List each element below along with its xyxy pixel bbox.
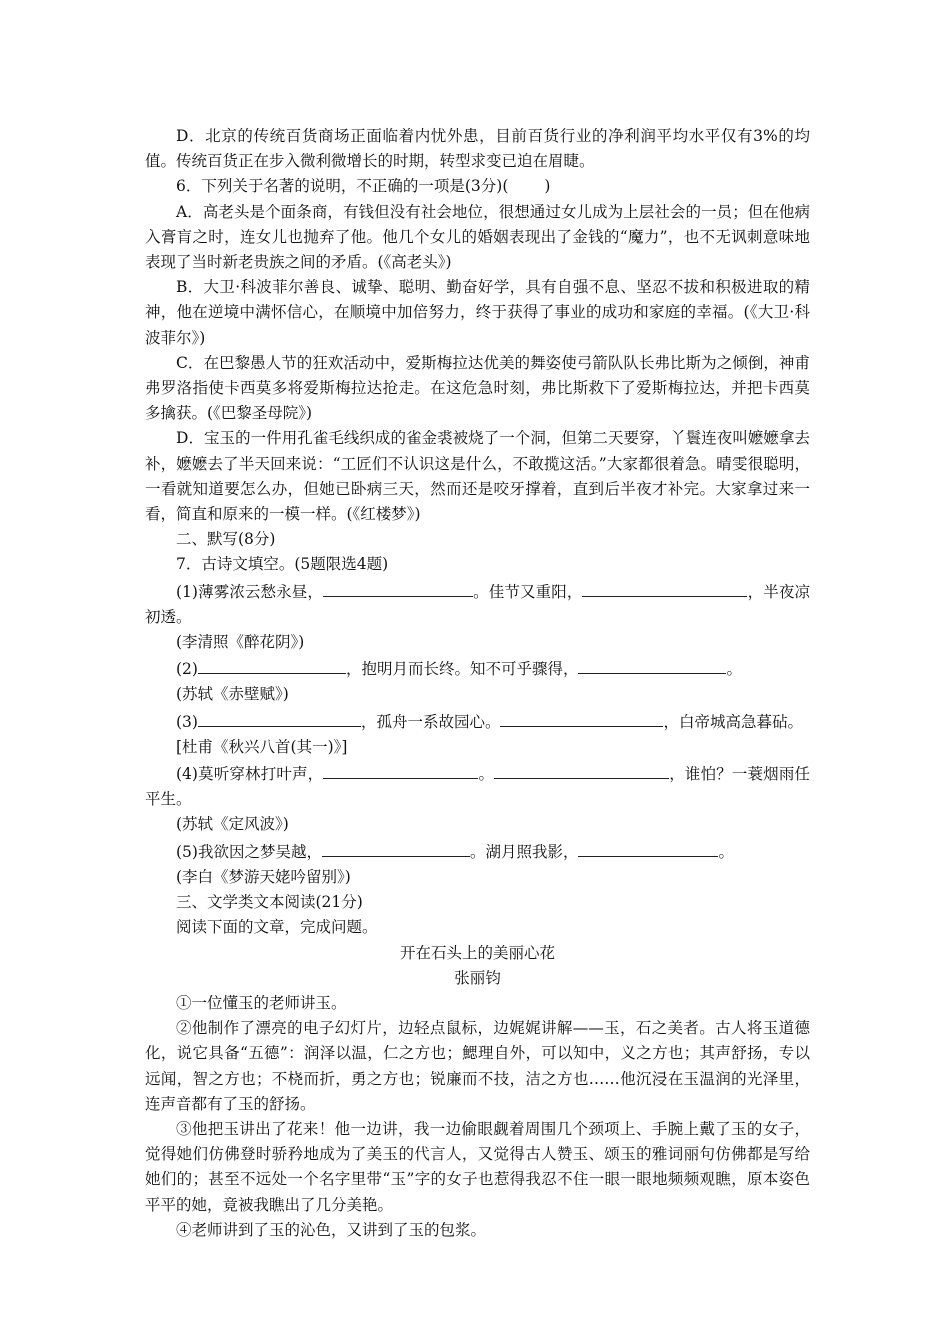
- question-6-stem: 6．下列关于名著的说明，不正确的一项是(3分)( ): [176, 177, 551, 196]
- q7-item-4-source: (苏轼《定风波》): [176, 815, 289, 834]
- q7-item-3: (3) ，孤舟一系故园心。 ，白帝城高急暮砧。: [145, 708, 810, 735]
- fill-blank[interactable]: [578, 655, 726, 674]
- fill-blank[interactable]: [582, 578, 747, 597]
- article-paragraph-3: ③他把玉讲出了花来！他一边讲，我一边偷眼觑着周围几个颈项上、手腕上戴了玉的女子，觉得她们仿佛登时骄矜地成为了美玉的代言人，又觉得古人赞玉、颂玉的雅词丽句仿佛都是写给她们的；甚至不远处一个名字里带“玉”字的女子也惹得我忍不住一眼一眼地频频观瞧，原本姿色平平的她，竟被我瞧出了几分美艳。: [145, 1119, 810, 1214]
- reading-instruction: 阅读下面的文章，完成问题。: [176, 918, 378, 937]
- q6-option-b: B．大卫·科波菲尔善良、诚挚、聪明、勤奋好学，具有自强不息、坚忍不拔和积极进取的精神，他在逆境中满怀信心，在顺境中加倍努力，终于获得了事业的成功和家庭的幸福。(《大卫·科波菲尔》): [145, 278, 810, 347]
- article-paragraph-2: ②他制作了漂亮的电子幻灯片，边轻点鼠标，边娓娓讲解——玉，石之美者。古人将玉道德化，说它具备“五德”：润泽以温，仁之方也；鰓理自外，可以知中，义之方也；其声舒扬，专以远闻，智之方也；不桡而折，勇之方也；锐廉而不技，洁之方也……他沉浸在玉温润的光泽里，连声音都有了玉的舒扬。: [145, 1019, 810, 1113]
- section-3-heading: 三、文学类文本阅读(21分): [176, 893, 363, 912]
- q7-item-2-source: (苏轼《赤壁赋》): [176, 685, 289, 704]
- article-paragraph-1: ①一位懂玉的老师讲玉。: [176, 993, 347, 1012]
- q7-item-1-source: (李清照《醉花阴》): [176, 633, 305, 652]
- fill-blank[interactable]: [198, 655, 346, 674]
- fill-blank[interactable]: [198, 708, 361, 727]
- q7-item-4: (4)莫听穿林打叶声， 。 ，谁怕？一蓑烟雨任平生。: [145, 760, 810, 812]
- fill-blank[interactable]: [500, 708, 663, 727]
- q7-item-3-source: [杜甫《秋兴八首(其一)》]: [176, 737, 348, 756]
- q7-item-5-source: (李白《梦游天姥吟留别》): [176, 867, 351, 886]
- q7-item-1: (1)薄雾浓云愁永昼， 。佳节又重阳， ，半夜凉初透。: [145, 578, 810, 630]
- document-page: [145, 124, 810, 1243]
- article-title: 开在石头上的美丽心花: [399, 943, 555, 962]
- article-author: 张丽钧: [454, 968, 501, 987]
- fill-blank[interactable]: [323, 578, 473, 597]
- article-paragraph-4: ④老师讲到了玉的沁色，又讲到了玉的包浆。: [176, 1220, 487, 1239]
- section-2-heading: 二、默写(8分): [176, 530, 276, 549]
- q5-option-d: D．北京的传统百货商场正面临着内忧外患，目前百货行业的净利润平均水平仅有3%的均值。传统百货正在步入微利微增长的时期，转型求变已迫在眉睫。: [145, 127, 810, 171]
- q7-item-5: (5)我欲因之梦吴越， 。湖月照我影， 。: [145, 838, 810, 865]
- question-7-stem: 7．古诗文填空。(5题限选4题): [176, 555, 389, 574]
- fill-blank[interactable]: [323, 760, 478, 779]
- fill-blank[interactable]: [494, 760, 669, 779]
- q7-item-2: (2) ，抱明月而长终。知不可乎骤得， 。: [145, 655, 810, 682]
- fill-blank[interactable]: [578, 838, 718, 857]
- q6-option-c: C．在巴黎愚人节的狂欢活动中，爱斯梅拉达优美的舞姿使弓箭队队长弗比斯为之倾倒，神甫弗罗洛指使卡西莫多将爱斯梅拉达抢走。在这危急时刻，弗比斯救下了爱斯梅拉达，并把卡西莫多擒获。(《巴黎圣母院》): [145, 353, 810, 423]
- fill-blank[interactable]: [322, 838, 470, 857]
- q6-option-a: A．高老头是个面条商，有钱但没有社会地位，很想通过女儿成为上层社会的一员；但在他病入膏肓之时，连女儿也抛弃了他。他几个女儿的婚姻表现出了金钱的“魔力”，也不无讽刺意味地表现了当时新老贵族之间的矛盾。(《高老头》): [145, 202, 810, 272]
- q6-option-d: D．宝玉的一件用孔雀毛线织成的雀金裘被烧了一个洞，但第二天要穿，丫鬟连夜叫嬷嬷拿去补，嬷嬷去了半天回来说：“工匠们不认识这是什么，不敢揽这活。”大家都很着急。晴雯很聪明，一看就知道要怎么办，但她已卧病三天，然而还是咬牙撑着，直到后半夜才补完。大家拿过来一看，简直和原来的一模一样。(《红楼梦》): [145, 429, 810, 524]
